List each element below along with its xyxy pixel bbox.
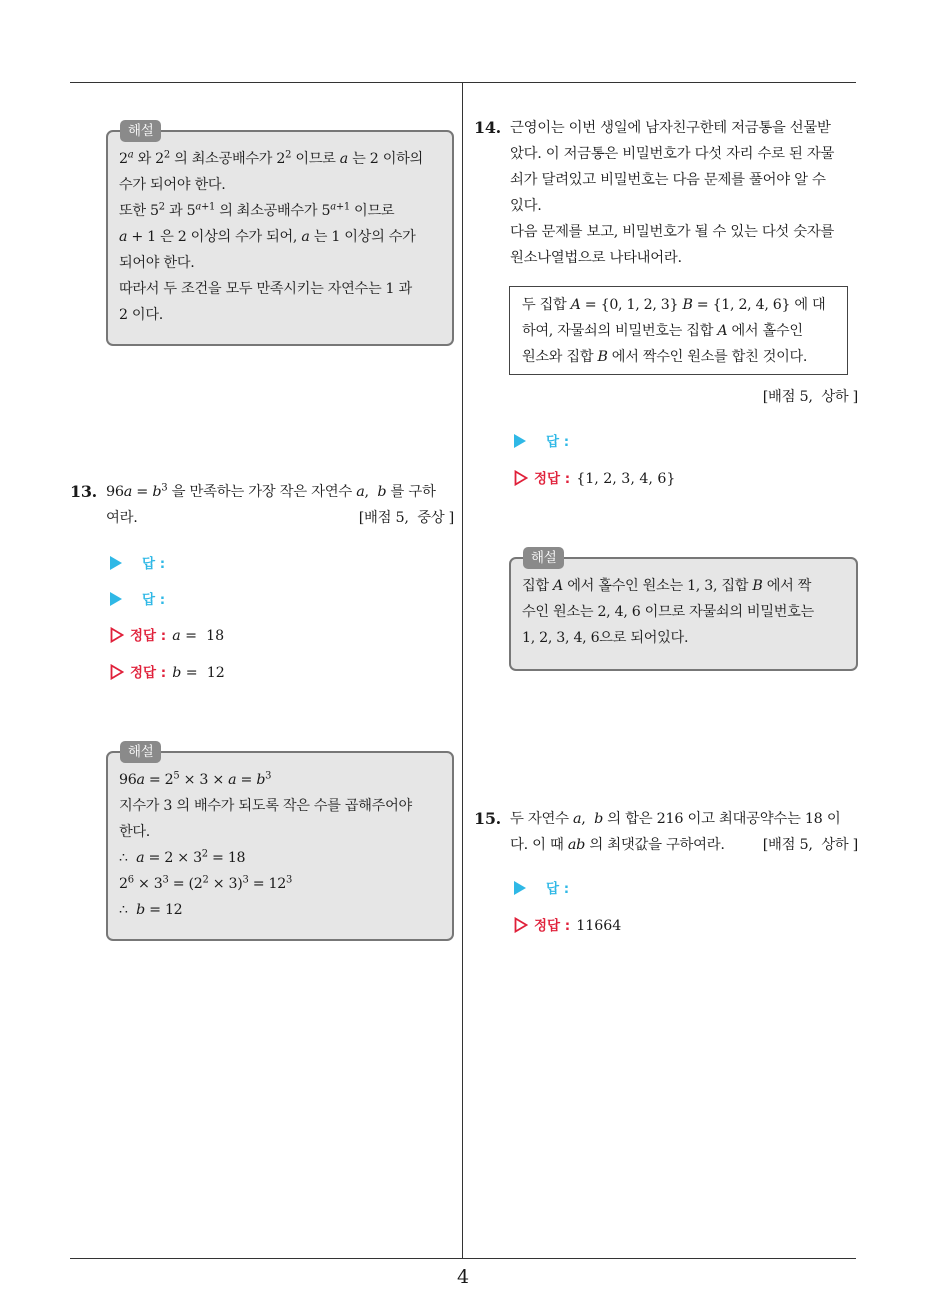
explanation-line: 1, 2, 3, 4, 6으로 되어있다. — [522, 630, 689, 646]
explanation-line: ∴ $a = 2 \times 3^2 = 18$ — [119, 848, 246, 866]
explanation-line: ∴ b = 12 — [119, 902, 183, 918]
outlined-triangle-icon — [514, 470, 528, 486]
explanation-tab: 해설 — [120, 120, 161, 142]
problem-number: 15. — [474, 809, 501, 828]
outlined-triangle-icon — [110, 664, 124, 680]
correct-label: 정답 : — [534, 471, 571, 487]
answer-blank-1[interactable] — [110, 554, 171, 574]
correct-answer-a — [110, 626, 224, 646]
correct-label: 정답 : — [130, 628, 167, 644]
problem-text-line: 다음 문제를 보고, 비밀번호가 될 수 있는 다섯 숫자를 — [510, 224, 835, 240]
problem-number: 14. — [474, 118, 501, 137]
answer-label: 답 : — [142, 592, 166, 608]
answer-blank-14[interactable] — [514, 432, 575, 452]
explanation-line: $2^6 \times 3^3 = (2^2 \times 3)^3 = 12^3$ — [119, 874, 292, 892]
column-divider — [462, 83, 463, 1258]
problem-text-line: 다. 이 때 ab 의 최댓값을 구하여라. [배점 5, 상하 ] — [510, 832, 858, 858]
answer-blank-15[interactable] — [514, 879, 575, 899]
explanation-line: 또한 $5^2$ 과 $5^{a+1}$ 의 최소공배수가 $5^{a+1}$ 이므로 — [119, 201, 395, 219]
problem-text-line: 두 자연수 a, b 의 합은 216 이고 최대공약수는 18 이 — [510, 811, 841, 827]
correct-label: 정답 : — [130, 665, 167, 681]
condition-line: 두 집합 A = {0, 1, 2, 3} B = {1, 2, 4, 6} 에 대 — [522, 297, 826, 313]
explanation-line: 지수가 3 의 배수가 되도록 작은 수를 곱해주어야 — [119, 798, 412, 814]
score-label: [배점 5, 중상 ] — [358, 510, 454, 526]
explanation-tab: 해설 — [120, 741, 161, 763]
correct-answer-15 — [514, 916, 621, 936]
correct-answer-b — [110, 663, 225, 683]
explanation-tab: 해설 — [523, 547, 564, 569]
explanation-line: $96a = 2^5 \times 3 \times a = b^3$ — [119, 770, 272, 788]
correct-answer-value: b = 12 — [172, 665, 225, 681]
explanation-line: 집합 A 에서 홀수인 원소는 1, 3, 집합 B 에서 짝 — [522, 578, 812, 594]
filled-triangle-icon — [514, 434, 526, 448]
problem-15 — [474, 806, 858, 858]
score-label: [배점 5, 상하 ] — [762, 837, 858, 853]
problem-text-line: 원소나열법으로 나타내어라. — [510, 250, 682, 266]
explanation-line: 한다. — [119, 824, 151, 840]
explanation-box-prev — [106, 123, 454, 346]
problem-text-line: 여라. [배점 5, 중상 ] — [106, 505, 454, 531]
problem-14 — [474, 115, 858, 271]
explanation-line: a + 1 은 2 이상의 수가 되어, a 는 1 이상의 수가 — [119, 229, 416, 245]
answer-label: 답 : — [546, 434, 570, 450]
bottom-rule — [70, 1258, 856, 1259]
explanation-box-14 — [509, 550, 858, 671]
problem-13 — [70, 479, 454, 531]
score-14 — [700, 384, 858, 410]
answer-label: 답 : — [546, 881, 570, 897]
top-rule — [70, 82, 856, 83]
correct-label: 정답 : — [534, 918, 571, 934]
correct-answer-value: a = 18 — [172, 628, 225, 644]
condition-line: 하여, 자물쇠의 비밀번호는 집합 A 에서 홀수인 — [522, 323, 803, 339]
explanation-line: 되어야 한다. — [119, 255, 195, 271]
problem-text-line: $96a = b^3$ 을 만족하는 가장 작은 자연수 a, b 를 구하 — [106, 482, 436, 500]
score-label: [배점 5, 상하 ] — [762, 389, 858, 405]
problem-text-line: 있다. — [510, 198, 542, 214]
problem-text-line: 근영이는 이번 생일에 남자친구한테 저금통을 선물받 — [510, 120, 831, 136]
filled-triangle-icon — [110, 592, 122, 606]
problem-text-line: 았다. 이 저금통은 비밀번호가 다섯 자리 수로 된 자물 — [510, 146, 835, 162]
page-number: 4 — [456, 1266, 470, 1288]
explanation-line: 수인 원소는 2, 4, 6 이므로 자물쇠의 비밀번호는 — [522, 604, 814, 620]
answer-label: 답 : — [142, 556, 166, 572]
correct-answer-value: 11664 — [576, 918, 622, 934]
outlined-triangle-icon — [514, 917, 528, 933]
answer-blank-2[interactable] — [110, 590, 171, 610]
condition-line: 원소와 집합 B 에서 짝수인 원소를 합친 것이다. — [522, 349, 808, 365]
problem-text-line: 쇠가 달려있고 비밀번호는 다음 문제를 풀어야 알 수 — [510, 172, 826, 188]
problem-number: 13. — [70, 482, 97, 501]
condition-box — [509, 286, 848, 375]
explanation-box-13 — [106, 744, 454, 941]
explanation-line: 2$^a$ 와 $2^2$ 의 최소공배수가 $2^2$ 이므로 a 는 2 이하의 — [119, 149, 423, 167]
explanation-line: 따라서 두 조건을 모두 만족시키는 자연수는 1 과 — [119, 281, 412, 297]
correct-answer-value: {1, 2, 3, 4, 6} — [576, 471, 676, 487]
correct-answer-14 — [514, 469, 675, 489]
explanation-line: 수가 되어야 한다. — [119, 177, 226, 193]
filled-triangle-icon — [514, 881, 526, 895]
filled-triangle-icon — [110, 556, 122, 570]
outlined-triangle-icon — [110, 627, 124, 643]
explanation-line: 2 이다. — [119, 307, 163, 323]
